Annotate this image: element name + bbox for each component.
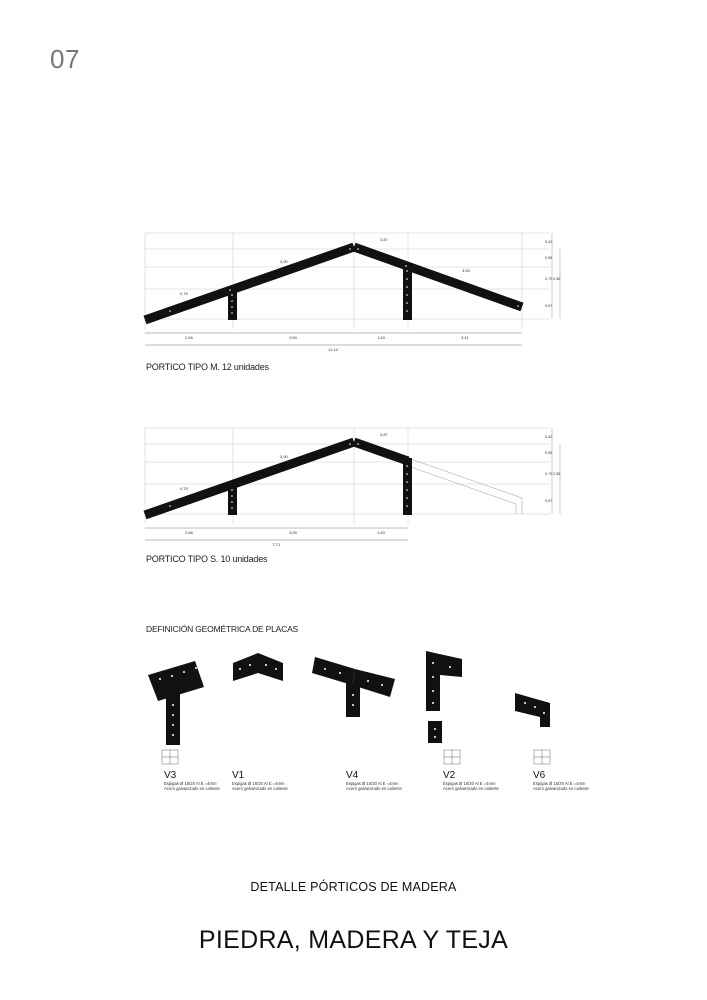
plate-item-v2 (443, 770, 523, 792)
plate-desc: Espigas Ø 16/20 Al E =4mm (346, 781, 399, 786)
rafter-right (354, 442, 408, 461)
plate-desc: Acero galvanizado en caliente (232, 786, 288, 792)
dim-total: 11,14 (328, 347, 338, 352)
plate-v4 (312, 657, 395, 717)
dim-bottom: 1,63 (377, 335, 385, 340)
page-number: 07 (50, 44, 80, 74)
sheet-subtitle: DETALLE PÓRTICOS DE MADERA (250, 880, 457, 894)
dim-bottom: 3,59 (289, 335, 297, 340)
plate-v3 (148, 661, 204, 745)
plate-item-v4 (346, 770, 426, 792)
dim-right: 0,55 (545, 451, 553, 455)
plate-label: V3 (164, 770, 177, 781)
dim-bottom: 1,63 (377, 530, 385, 535)
plate-item-v1 (232, 770, 312, 792)
dim-bottom: 3,41 (461, 335, 469, 340)
plate-desc: Espigas Ø 16/20 Al E =4mm (232, 781, 285, 786)
ghost-rafter (408, 458, 522, 514)
member-label: 3,83 (462, 268, 470, 273)
dim-bottom: 3,59 (289, 530, 297, 535)
plate-label: V1 (232, 770, 245, 781)
dim-bottom: 2,66 (185, 530, 193, 535)
member-label: 3,87 (380, 237, 388, 242)
plate-desc: Espigas Ø 16/20 Al E =4mm (533, 781, 586, 786)
member-label: 0,75 (180, 291, 188, 296)
rafter-left (145, 442, 354, 515)
plate-label: V2 (443, 770, 456, 781)
dim-total: 7,73 (272, 542, 280, 547)
dim-right: 0,79 (545, 472, 553, 476)
portico-s-caption: PORTICO TIPO S. 10 unidades (146, 554, 268, 564)
sheet-title: PIEDRA, MADERA Y TEJA (198, 926, 509, 954)
member-label: 3,90 (280, 259, 288, 264)
plate-desc: Espigas Ø 16/20 Al E =4mm (164, 781, 217, 786)
plate-label: V6 (533, 770, 546, 781)
plate-item-v6 (533, 770, 613, 792)
plate-legend-glyphs (162, 750, 550, 764)
dim-right: 2,36 (553, 472, 561, 476)
plate-desc: Acero galvanizado en caliente (533, 786, 589, 792)
plate-label: V4 (346, 770, 359, 781)
rafter-left (145, 247, 354, 320)
dim-right: 0,42 (545, 435, 553, 439)
posts (228, 458, 412, 515)
plate-desc: Acero galvanizado en caliente (164, 786, 220, 792)
plate-desc: Acero galvanizado en caliente (346, 786, 402, 792)
portico-s-drawing (140, 420, 580, 550)
member-label: 0,75 (180, 486, 188, 491)
plates-heading: DEFINICIÓN GEOMÉTRICA DE PLACAS (146, 624, 299, 634)
plates-drawing (140, 645, 580, 770)
plate-v6 (515, 693, 550, 727)
dim-right: 0,42 (545, 240, 553, 244)
dim-right: 0,97 (545, 499, 553, 503)
dim-right: 2,36 (553, 277, 561, 281)
plate-desc: Acero galvanizado en caliente (443, 786, 499, 792)
dim-bottom: 2,66 (185, 335, 193, 340)
plate-desc: Espigas Ø 16/20 Al E =4mm (443, 781, 496, 786)
bolt-dots (169, 248, 519, 314)
plate-v1 (233, 653, 283, 681)
dim-right: 0,55 (545, 256, 553, 260)
posts (228, 263, 412, 320)
rafter-right (354, 247, 522, 307)
member-label: 3,90 (280, 454, 288, 459)
dim-right: 0,97 (545, 304, 553, 308)
portico-m-caption: PORTICO TIPO M. 12 unidades (146, 362, 269, 372)
portico-m-drawing (140, 225, 580, 355)
member-label: 3,87 (380, 432, 388, 437)
plate-v2 (426, 651, 462, 743)
dim-right: 0,79 (545, 277, 553, 281)
